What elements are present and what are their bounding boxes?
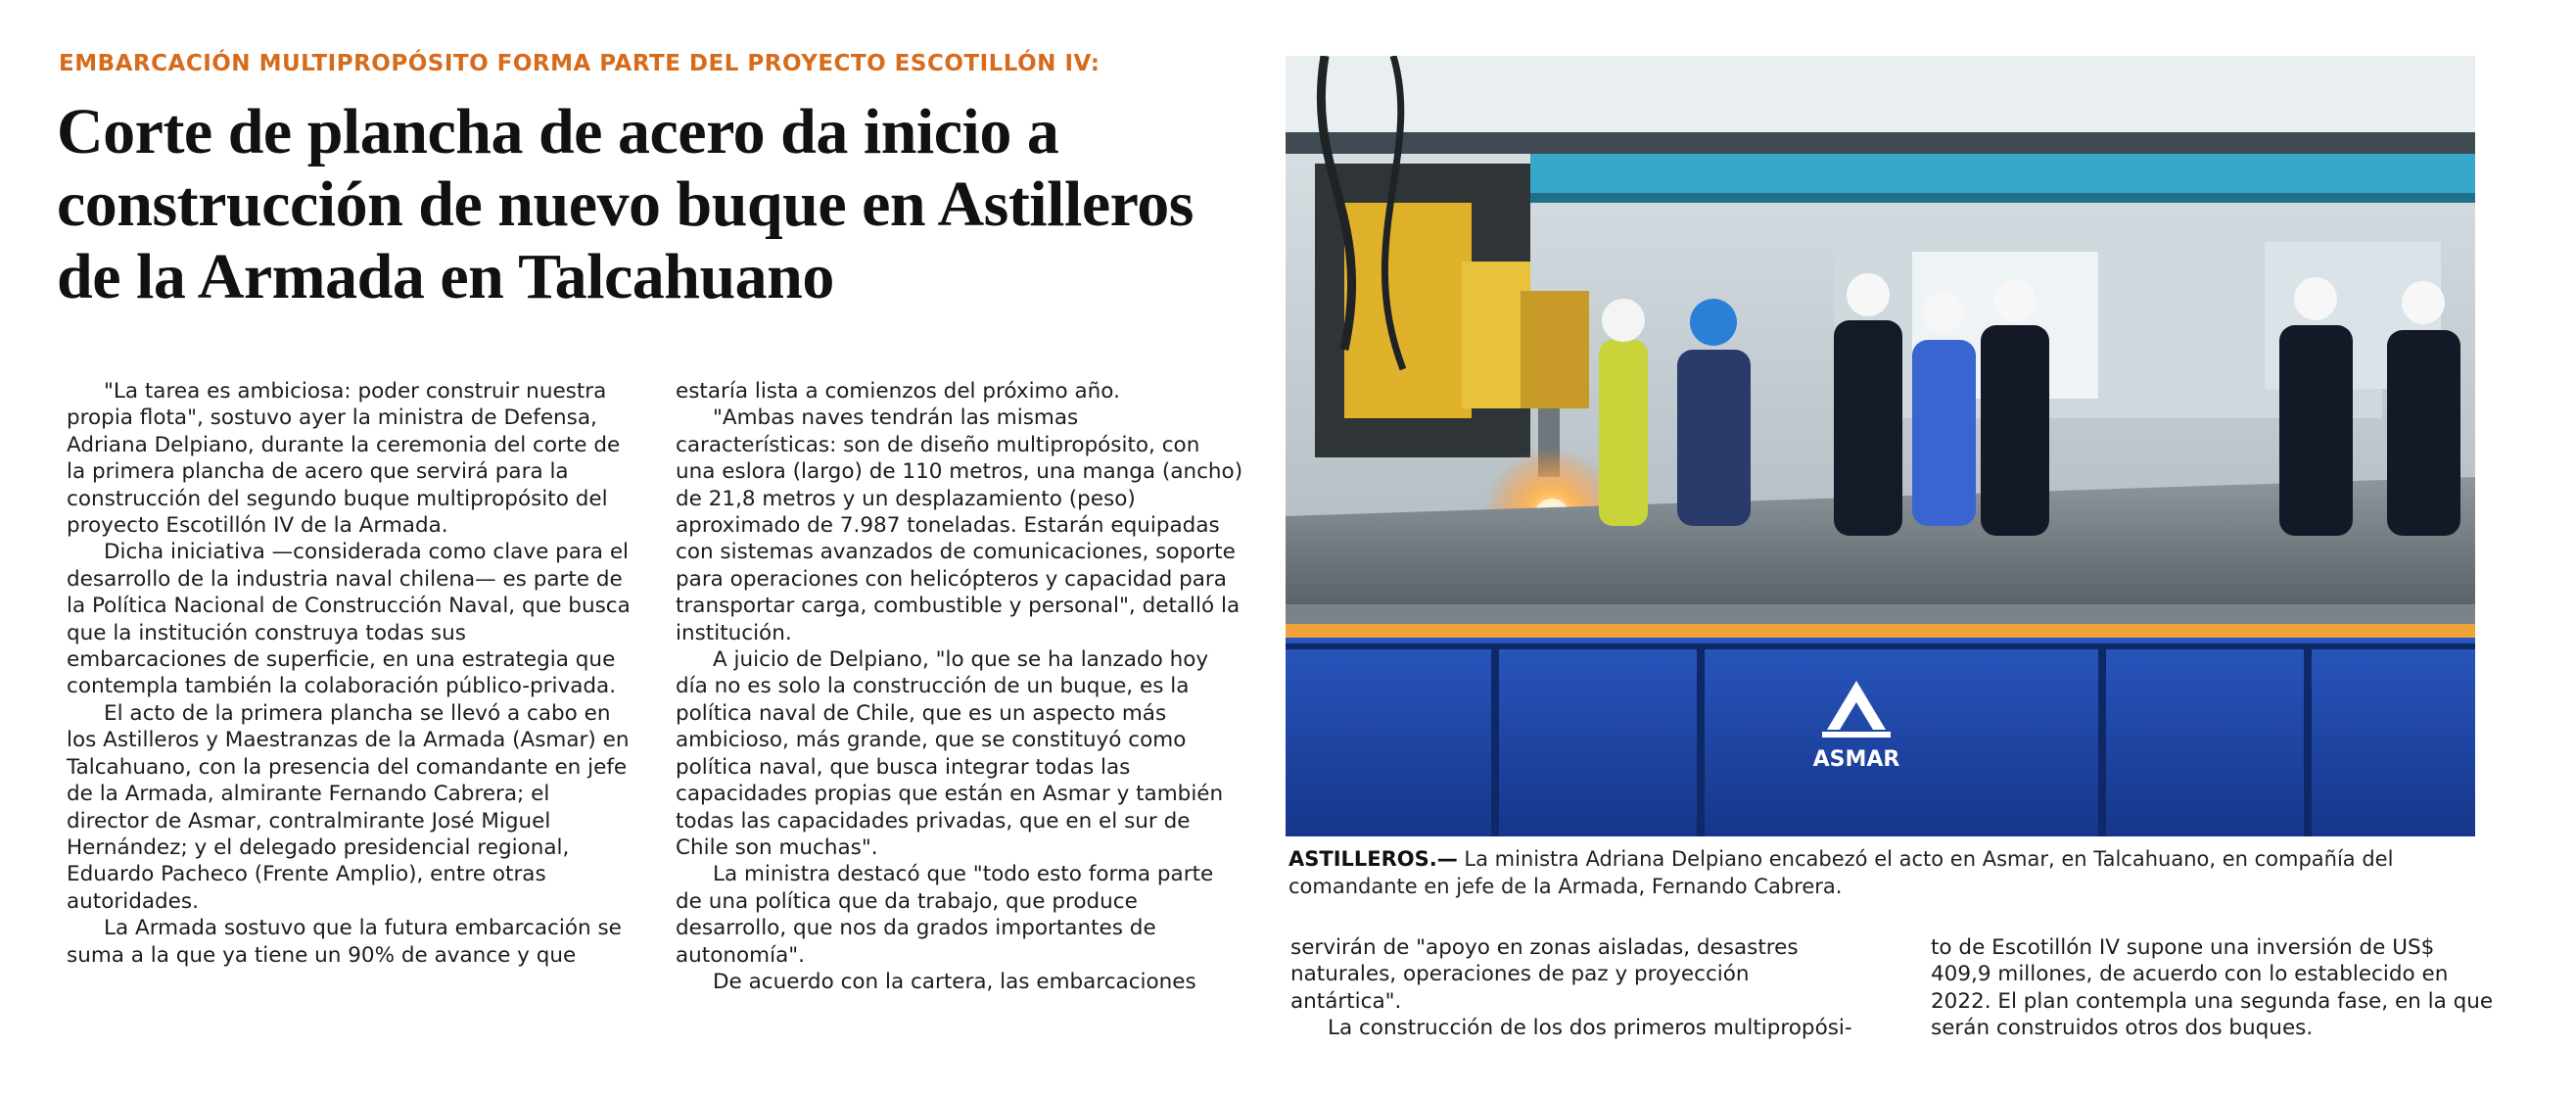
paragraph: "Ambas naves tendrán las mismas características: son de diseño multipropósito, con una eslora (largo) de 110 metros, una manga (ancho) de 21,8 metros y un desplazamiento (peso) aproximado de 7.987 toneladas. Estarán equipadas con sistemas avanzados de comunicaciones, soporte para operaciones con helicópteros y capacidad para transportar carga, combustible y personal", detalló la institución. <box>676 405 1243 645</box>
article-column-4 <box>1931 934 2499 1042</box>
headline: Corte de plancha de acero da inicio a construcción de nuevo buque en Astilleros de la Armada en Talcahuano <box>57 96 1194 312</box>
paragraph: estaría lista a comienzos del próximo año. <box>676 379 1120 404</box>
kicker: EMBARCACIÓN MULTIPROPÓSITO FORMA PARTE DEL PROYECTO ESCOTILLÓN IV: <box>59 51 1101 76</box>
shipyard-photo <box>1286 56 2475 836</box>
caption-text: La ministra Adriana Delpiano encabezó el acto en Asmar, en Talcahuano, en compañía del comandante en jefe de la Armada, Fernando Cabrera. <box>1288 847 2394 898</box>
paragraph: La ministra destacó que "todo esto forma parte de una política que da trabajo, que produce desarrollo, que nos da grados importantes de autonomía". <box>676 862 1214 968</box>
paragraph: "La tarea es ambiciosa: poder construir nuestra propia flota", sostuvo ayer la ministra de Defensa, Adriana Delpiano, durante la ceremonia del corte de la primera plancha de acero que servirá para la construcción del segundo buque multipropósito del proyecto Escotillón IV de la Armada. <box>67 379 621 539</box>
paragraph: El acto de la primera plancha se llevó a cabo en los Astilleros y Maestranzas de la Armada (Asmar) en Talcahuano, con la presencia del comandante en jefe de la Armada, almirante Fernando Cabrera; el director de Asmar, contralmirante José Miguel Hernández; y el delegado presidencial regional, Eduardo Pacheco (Frente Amplio), entre otras autoridades. <box>67 700 630 914</box>
paragraph: De acuerdo con la cartera, las embarcaciones <box>713 969 1196 994</box>
article-column-1 <box>67 378 632 969</box>
paragraph: Dicha iniciativa —considerada como clave para el desarrollo de la industria naval chilena— es parte de la Política Nacional de Construcción Naval, que busca que la institución construya todas sus embarcaciones de superficie, en una estrategia que contempla también la colaboración público-privada. <box>67 540 631 699</box>
photo-caption <box>1288 845 2503 900</box>
article-column-3 <box>1290 934 1853 1042</box>
paragraph: La construcción de los dos primeros multipropósi- <box>1328 1016 1852 1041</box>
paragraph: A juicio de Delpiano, "lo que se ha lanzado hoy día no es solo la construcción de un buque, es la política naval de Chile, que es un aspecto más ambicioso, más grande, que se constituyó como política naval, que busca integrar todas las capacidades propias que están en Asmar y también todas las capacidades privadas, que en el sur de Chile son muchas". <box>676 647 1224 860</box>
paragraph: servirán de "apoyo en zonas aisladas, desastres naturales, operaciones de paz y proyección antártica". <box>1290 935 1799 1014</box>
logo-text: ASMAR <box>1812 747 1900 772</box>
article-column-2 <box>676 378 1243 995</box>
paragraph: to de Escotillón IV supone una inversión de US$ 409,9 millones, de acuerdo con lo establecido en 2022. El plan contempla una segunda fase, en la que serán construidos otros dos buques. <box>1931 935 2494 1041</box>
caption-lead: ASTILLEROS.— <box>1288 847 1458 871</box>
paragraph: La Armada sostuvo que la futura embarcación se suma a la que ya tiene un 90% de avance y que <box>67 916 622 968</box>
